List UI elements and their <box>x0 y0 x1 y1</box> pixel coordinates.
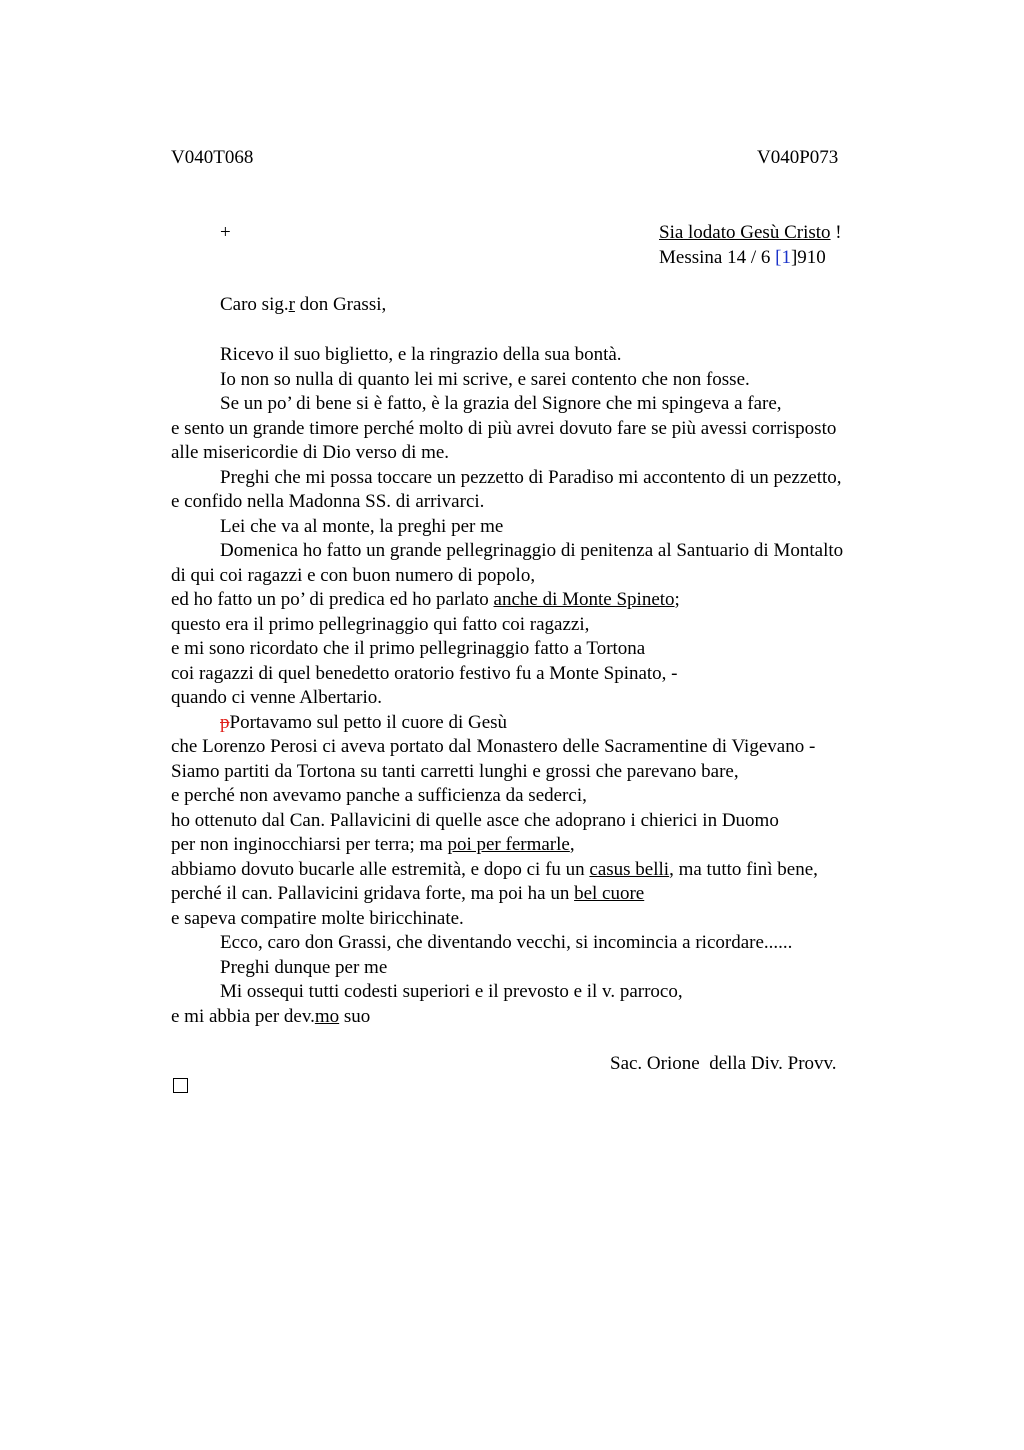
underlined-phrase: anche di Monte Spineto <box>493 589 675 610</box>
body-text-segment: Portavamo sul petto il cuore di Gesù <box>229 711 508 733</box>
body-text-segment: abbiamo dovuto bucarle alle estremità, e dopo ci fu un <box>171 858 590 880</box>
end-of-letter-box-icon <box>173 1078 188 1093</box>
body-text-segment: e mi abbia per dev. <box>171 1005 315 1027</box>
signature: Sac. Orione della Div. Provv. <box>610 1053 837 1074</box>
body-line: Preghi dunque per me <box>220 956 388 978</box>
body-line: e mi sono ricordato che il primo pellegrinaggio fatto a Tortona <box>171 638 646 659</box>
body-line: Se un po’ di bene si è fatto, è la grazia del Signore che mi spingeva a fare, <box>220 393 782 414</box>
struck-correction: p <box>220 711 230 733</box>
body-line: e sapeva compatire molte biricchinate. <box>171 907 464 929</box>
salutation-before: Caro sig. <box>220 294 289 315</box>
letter-body <box>171 343 911 1029</box>
bracket-close: ] <box>790 246 798 268</box>
body-text-segment: perché il can. Pallavicini gridava forte, ma poi ha un <box>171 883 575 904</box>
body-text-segment: , <box>569 834 575 855</box>
body-line: Lei che va al monte, la preghi per me <box>220 515 504 537</box>
body-line: e sento un grande timore perché molto di più avrei dovuto fare se più avessi corrisposto <box>171 417 837 439</box>
body-line <box>171 711 911 736</box>
underlined-phrase: poi per fermarle <box>447 834 570 855</box>
cross-symbol: + <box>220 222 231 243</box>
body-line <box>171 588 911 613</box>
body-line: questo era il primo pellegrinaggio qui fatto coi ragazzi, <box>171 613 590 635</box>
body-line: coi ragazzi di quel benedetto oratorio festivo fu a Monte Spinato, - <box>171 662 678 684</box>
body-line <box>171 1005 911 1030</box>
body-line: Preghi che mi possa toccare un pezzetto di Paradiso mi accontento di un pezzetto, <box>220 466 842 488</box>
body-line: che Lorenzo Perosi ci aveva portato dal Monastero delle Sacramentine di Vigevano - <box>171 736 816 757</box>
underlined-phrase: casus belli <box>589 858 670 880</box>
body-text-segment: ; <box>674 589 680 610</box>
salutation-underlined: r <box>288 294 295 315</box>
body-line: Ecco, caro don Grassi, che diventando vecchi, si incomincia a ricordare...... <box>220 932 793 953</box>
body-text-segment: , ma tutto finì bene, <box>669 858 818 880</box>
body-text-segment: suo <box>339 1005 371 1027</box>
bracket-open: [ <box>775 246 782 268</box>
body-line: Io non so nulla di quanto lei mi scrive, e sarei contento che non fosse. <box>220 368 750 390</box>
body-line: ho ottenuto dal Can. Pallavicini di quelle asce che adoprano i chierici in Duomo <box>171 809 779 831</box>
year-rest: 910 <box>797 246 826 268</box>
body-line: Siamo partiti da Tortona su tanti carretti lunghi e grossi che parevano bare, <box>171 760 739 782</box>
praise-underlined: Sia lodato Gesù Cristo <box>659 222 831 243</box>
bracket-digit: 1 <box>781 246 791 268</box>
salutation-after: don Grassi, <box>294 294 387 315</box>
letter-heading <box>659 221 842 270</box>
body-text-segment: ed ho fatto un po’ di predica ed ho parlato <box>171 589 494 610</box>
body-text-segment: per non inginocchiarsi per terra; ma <box>171 834 448 855</box>
salutation <box>220 294 386 316</box>
body-line: Domenica ho fatto un grande pellegrinaggio di penitenza al Santuario di Montalto <box>220 540 844 561</box>
place-date-line <box>659 246 842 271</box>
underlined-phrase: bel cuore <box>574 883 645 904</box>
body-line: di qui coi ragazzi e con buon numero di popolo, <box>171 564 536 586</box>
document-ref-left: V040T068 <box>171 147 254 168</box>
body-line: e perché non avevamo panche a sufficienza da sederci, <box>171 785 587 806</box>
document-ref-right: V040P073 <box>757 147 839 168</box>
body-line: Mi ossequi tutti codesti superiori e il prevosto e il v. parroco, <box>220 981 683 1002</box>
place-date: Messina 14 / 6 <box>659 246 776 268</box>
body-line: e confido nella Madonna SS. di arrivarci. <box>171 491 485 512</box>
body-line <box>171 882 911 907</box>
body-line <box>171 858 911 883</box>
body-line <box>171 833 911 858</box>
body-line: Ricevo il suo biglietto, e la ringrazio della sua bontà. <box>220 344 622 365</box>
praise-tail: ! <box>830 222 842 243</box>
body-line: quando ci venne Albertario. <box>171 687 383 708</box>
underlined-phrase: mo <box>314 1005 340 1027</box>
body-line: alle misericordie di Dio verso di me. <box>171 442 450 463</box>
praise-line <box>659 221 842 246</box>
